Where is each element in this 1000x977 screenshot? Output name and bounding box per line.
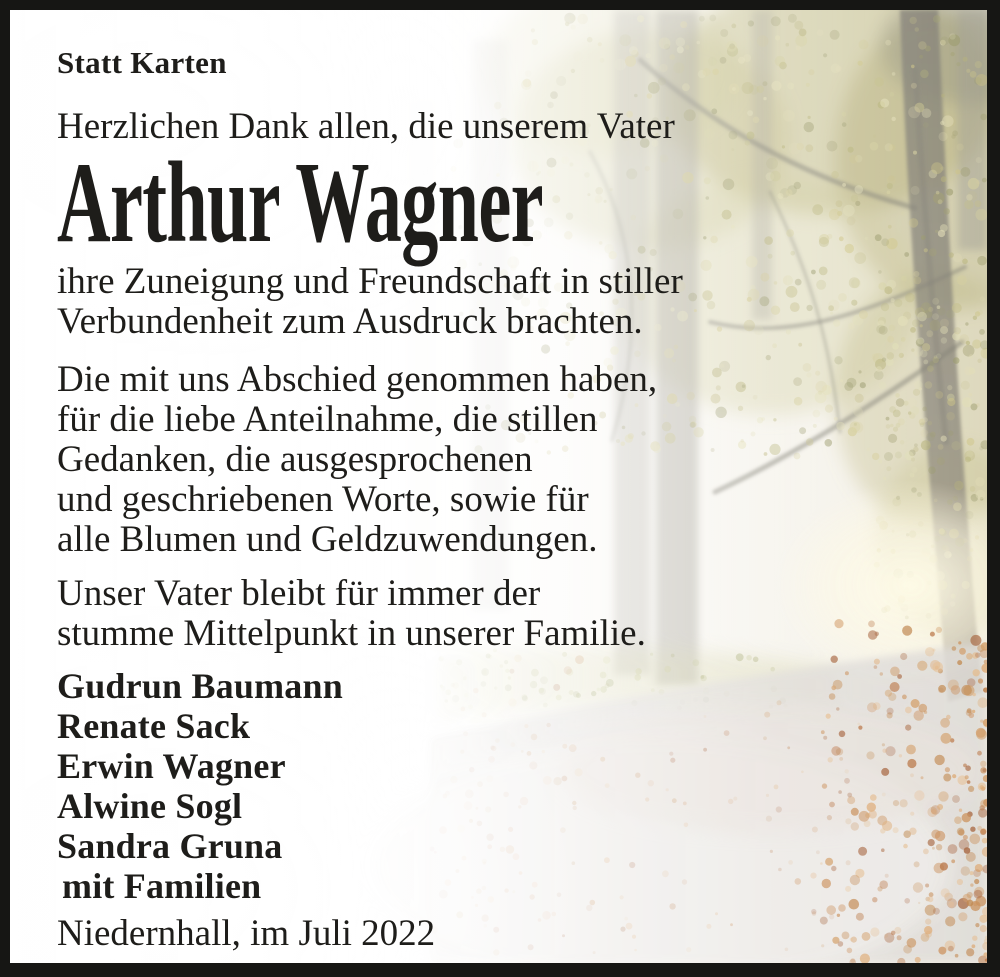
thanks-paragraph	[57, 262, 817, 342]
memory-paragraph	[57, 574, 817, 654]
thanks-line: ihre Zuneigung und Freundschaft in stiller	[57, 261, 683, 302]
memory-line: Unser Vater bleibt für immer der	[57, 573, 541, 614]
farewell-line: für die liebe Anteilnahme, die stillen	[57, 399, 598, 440]
notice-text	[57, 10, 817, 954]
deceased-name: Arthur Wagner	[57, 139, 543, 267]
farewell-line: Gedanken, die ausgesprochenen	[57, 439, 533, 480]
mourner-name: Erwin Wagner	[57, 746, 286, 786]
mourner-name: Alwine Sogl	[57, 786, 243, 826]
mourner-name: Renate Sack	[57, 706, 251, 746]
notice-inner	[10, 10, 987, 963]
memory-line: stumme Mittelpunkt in unserer Familie.	[57, 613, 646, 654]
deceased-name-row	[57, 139, 817, 267]
farewell-line: Die mit uns Abschied genommen haben,	[57, 359, 658, 400]
place-date-line: Niedernhall, im Juli 2022	[57, 913, 436, 954]
thanks-line: Verbundenheit zum Ausdruck brachten.	[57, 301, 643, 342]
farewell-line: und geschriebenen Worte, sowie für	[57, 479, 589, 520]
farewell-line: alle Blumen und Geldzuwendungen.	[57, 519, 598, 560]
farewell-paragraph	[57, 360, 817, 560]
mourner-name: Gudrun Baumann	[57, 666, 343, 706]
mourners-list	[57, 666, 817, 906]
preline: Statt Karten	[57, 45, 227, 80]
intro-line: Herzlichen Dank allen, die unserem Vater	[57, 106, 675, 147]
mourner-name: Sandra Gruna	[57, 826, 283, 866]
mourner-families-suffix: mit Familien	[62, 866, 262, 906]
